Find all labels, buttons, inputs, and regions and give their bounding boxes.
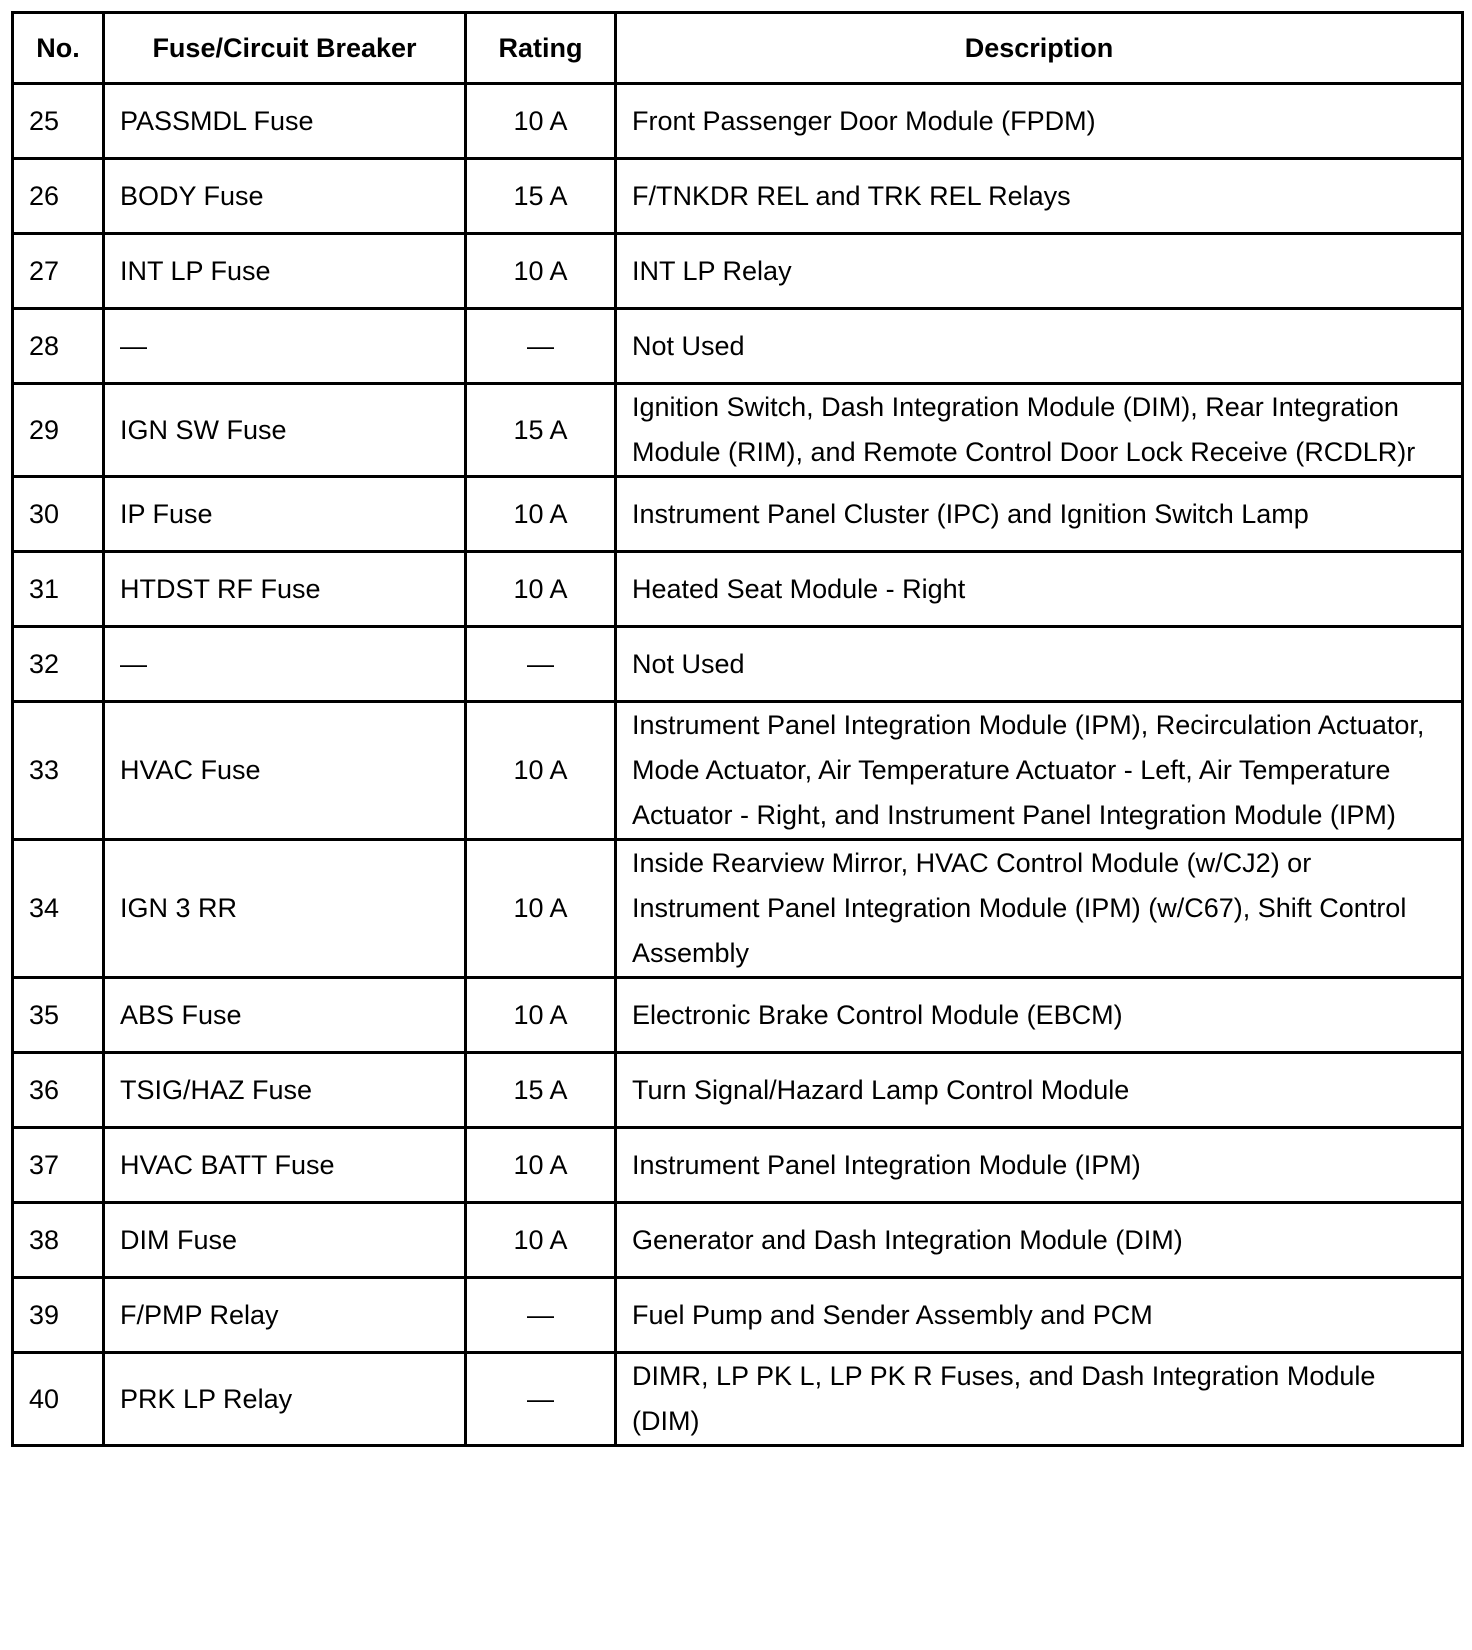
cell-fuse: ABS Fuse (104, 978, 466, 1053)
cell-no: 33 (13, 702, 104, 840)
cell-fuse: IGN 3 RR (104, 840, 466, 978)
cell-rating: — (466, 1278, 616, 1353)
cell-fuse: IP Fuse (104, 477, 466, 552)
table-body (13, 84, 1463, 1446)
cell-fuse: TSIG/HAZ Fuse (104, 1053, 466, 1128)
cell-description: Inside Rearview Mirror, HVAC Control Module (w/CJ2) or Instrument Panel Integration Module (IPM) (w/C67), Shift Control Assembly (616, 840, 1463, 978)
cell-no: 25 (13, 84, 104, 159)
cell-description: Instrument Panel Integration Module (IPM), Recirculation Actuator, Mode Actuator, Air Temperature Actuator - Left, Air Temperature Actuator - Right, and Instrument Panel Integration Module (IPM) (616, 702, 1463, 840)
cell-no: 40 (13, 1353, 104, 1446)
cell-description: Turn Signal/Hazard Lamp Control Module (616, 1053, 1463, 1128)
cell-no: 31 (13, 552, 104, 627)
cell-fuse: BODY Fuse (104, 159, 466, 234)
table-header-row (13, 13, 1463, 84)
cell-fuse: IGN SW Fuse (104, 384, 466, 477)
cell-description: Ignition Switch, Dash Integration Module (DIM), Rear Integration Module (RIM), and Remote Control Door Lock Receive (RCDLR)r (616, 384, 1463, 477)
cell-rating: 15 A (466, 159, 616, 234)
cell-rating: 10 A (466, 1128, 616, 1203)
table-row (13, 840, 1463, 978)
table-row (13, 159, 1463, 234)
cell-no: 32 (13, 627, 104, 702)
cell-no: 28 (13, 309, 104, 384)
cell-description: Generator and Dash Integration Module (DIM) (616, 1203, 1463, 1278)
table-row (13, 1203, 1463, 1278)
cell-fuse: F/PMP Relay (104, 1278, 466, 1353)
table-row (13, 1278, 1463, 1353)
cell-fuse: HTDST RF Fuse (104, 552, 466, 627)
cell-no: 27 (13, 234, 104, 309)
cell-rating: 15 A (466, 384, 616, 477)
cell-fuse: HVAC BATT Fuse (104, 1128, 466, 1203)
cell-rating: 10 A (466, 84, 616, 159)
cell-fuse: HVAC Fuse (104, 702, 466, 840)
cell-description: Instrument Panel Integration Module (IPM) (616, 1128, 1463, 1203)
cell-description: F/TNKDR REL and TRK REL Relays (616, 159, 1463, 234)
cell-rating: 10 A (466, 978, 616, 1053)
cell-description: Heated Seat Module - Right (616, 552, 1463, 627)
table-row (13, 627, 1463, 702)
cell-description: Not Used (616, 627, 1463, 702)
cell-rating: 10 A (466, 702, 616, 840)
cell-rating: 10 A (466, 840, 616, 978)
cell-description: DIMR, LP PK L, LP PK R Fuses, and Dash Integration Module (DIM) (616, 1353, 1463, 1446)
cell-rating: 10 A (466, 552, 616, 627)
cell-description: Electronic Brake Control Module (EBCM) (616, 978, 1463, 1053)
table-row (13, 978, 1463, 1053)
cell-fuse: PRK LP Relay (104, 1353, 466, 1446)
cell-description: Instrument Panel Cluster (IPC) and Ignition Switch Lamp (616, 477, 1463, 552)
cell-fuse: PASSMDL Fuse (104, 84, 466, 159)
fuse-table (11, 11, 1464, 1447)
cell-no: 30 (13, 477, 104, 552)
cell-rating: 10 A (466, 477, 616, 552)
cell-no: 39 (13, 1278, 104, 1353)
table-row (13, 702, 1463, 840)
cell-fuse: — (104, 309, 466, 384)
cell-no: 29 (13, 384, 104, 477)
cell-no: 35 (13, 978, 104, 1053)
cell-rating: 10 A (466, 234, 616, 309)
cell-fuse: — (104, 627, 466, 702)
cell-no: 37 (13, 1128, 104, 1203)
cell-no: 26 (13, 159, 104, 234)
cell-fuse: DIM Fuse (104, 1203, 466, 1278)
table-row (13, 384, 1463, 477)
table-row (13, 309, 1463, 384)
table-row (13, 552, 1463, 627)
table-row (13, 234, 1463, 309)
table-row (13, 1128, 1463, 1203)
table-row (13, 1053, 1463, 1128)
cell-description: Fuel Pump and Sender Assembly and PCM (616, 1278, 1463, 1353)
table-row (13, 1353, 1463, 1446)
cell-description: INT LP Relay (616, 234, 1463, 309)
cell-no: 34 (13, 840, 104, 978)
table-row (13, 477, 1463, 552)
header-no: No. (13, 13, 104, 84)
cell-rating: — (466, 1353, 616, 1446)
cell-rating: 10 A (466, 1203, 616, 1278)
cell-description: Front Passenger Door Module (FPDM) (616, 84, 1463, 159)
cell-rating: — (466, 309, 616, 384)
table-row (13, 84, 1463, 159)
cell-description: Not Used (616, 309, 1463, 384)
cell-rating: 15 A (466, 1053, 616, 1128)
header-description: Description (616, 13, 1463, 84)
header-rating: Rating (466, 13, 616, 84)
cell-no: 36 (13, 1053, 104, 1128)
cell-rating: — (466, 627, 616, 702)
header-fuse: Fuse/Circuit Breaker (104, 13, 466, 84)
cell-fuse: INT LP Fuse (104, 234, 466, 309)
cell-no: 38 (13, 1203, 104, 1278)
